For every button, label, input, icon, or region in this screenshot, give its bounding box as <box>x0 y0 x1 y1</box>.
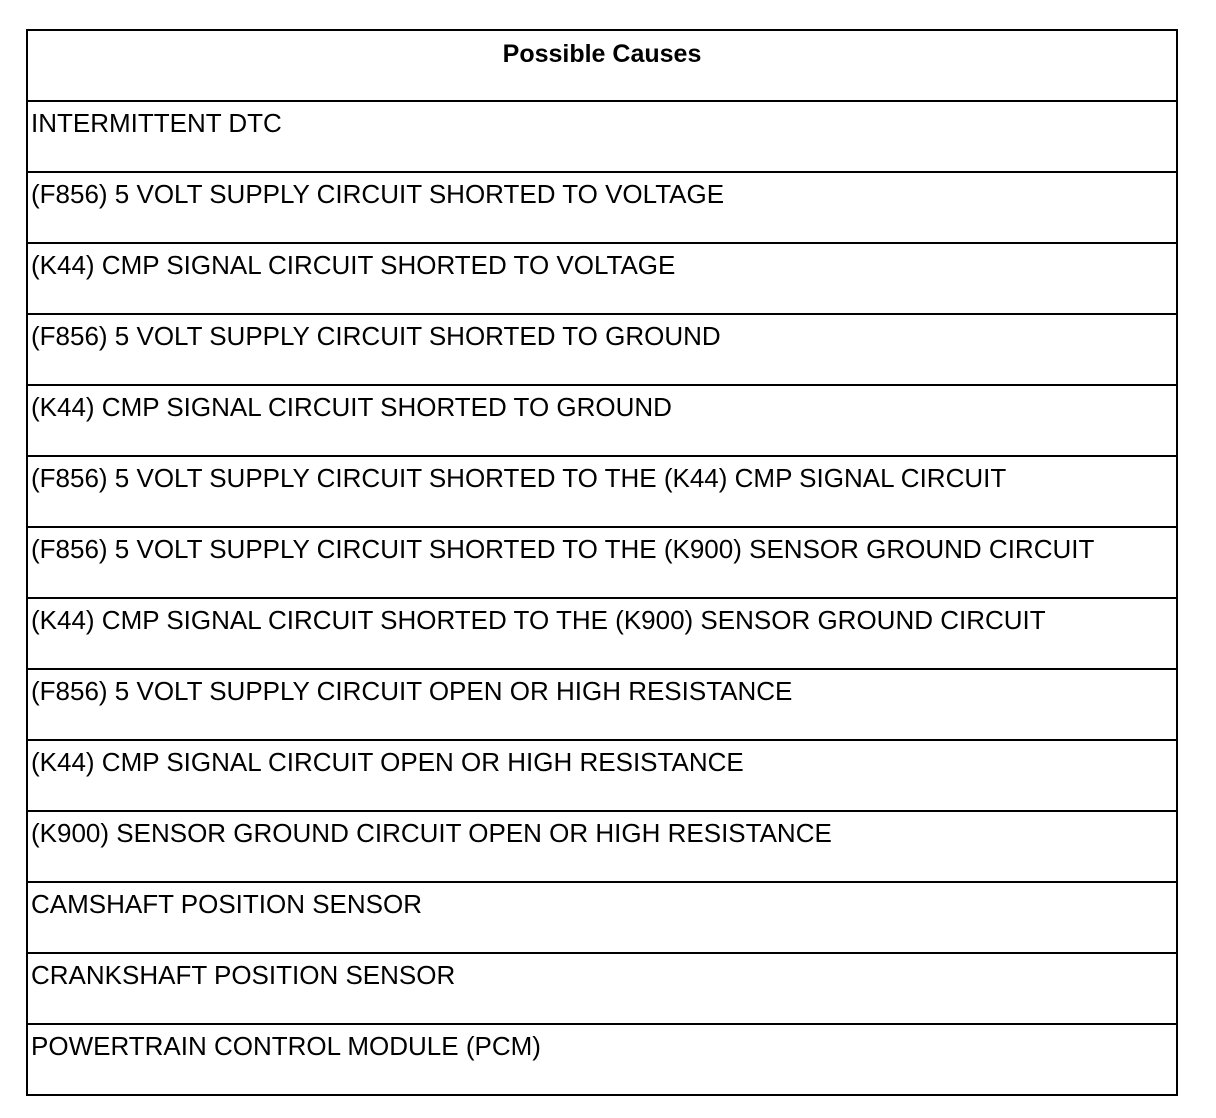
cause-cell: (F856) 5 VOLT SUPPLY CIRCUIT SHORTED TO THE (K44) CMP SIGNAL CIRCUIT <box>31 463 1007 493</box>
cause-cell: CRANKSHAFT POSITION SENSOR <box>31 960 456 990</box>
table-row <box>28 384 1176 455</box>
cause-cell: (F856) 5 VOLT SUPPLY CIRCUIT SHORTED TO GROUND <box>31 321 721 351</box>
table-row <box>28 597 1176 668</box>
cause-cell: (K44) CMP SIGNAL CIRCUIT SHORTED TO VOLTAGE <box>31 250 676 280</box>
cause-cell: (F856) 5 VOLT SUPPLY CIRCUIT SHORTED TO VOLTAGE <box>31 179 725 209</box>
table-row <box>28 668 1176 739</box>
table-header: Possible Causes <box>502 40 702 68</box>
table-row <box>28 100 1176 171</box>
cause-cell: (K44) CMP SIGNAL CIRCUIT SHORTED TO THE (K900) SENSOR GROUND CIRCUIT <box>31 605 1046 635</box>
table-header-row <box>28 31 1176 100</box>
cause-cell: CAMSHAFT POSITION SENSOR <box>31 889 423 919</box>
table-row <box>28 455 1176 526</box>
table-row <box>28 171 1176 242</box>
table-row <box>28 952 1176 1023</box>
table-row <box>28 739 1176 810</box>
cause-cell: INTERMITTENT DTC <box>31 108 282 138</box>
cause-cell: POWERTRAIN CONTROL MODULE (PCM) <box>31 1031 541 1061</box>
cause-cell: (F856) 5 VOLT SUPPLY CIRCUIT OPEN OR HIGH RESISTANCE <box>31 676 793 706</box>
table-row <box>28 242 1176 313</box>
table-row <box>28 1023 1176 1094</box>
cause-cell: (K44) CMP SIGNAL CIRCUIT SHORTED TO GROUND <box>31 392 672 422</box>
table-row <box>28 526 1176 597</box>
table-row <box>28 313 1176 384</box>
cause-cell: (F856) 5 VOLT SUPPLY CIRCUIT SHORTED TO THE (K900) SENSOR GROUND CIRCUIT <box>31 534 1095 564</box>
possible-causes-table <box>26 29 1178 1096</box>
cause-cell: (K44) CMP SIGNAL CIRCUIT OPEN OR HIGH RESISTANCE <box>31 747 744 777</box>
table-row <box>28 881 1176 952</box>
cause-cell: (K900) SENSOR GROUND CIRCUIT OPEN OR HIGH RESISTANCE <box>31 818 832 848</box>
table-row <box>28 810 1176 881</box>
